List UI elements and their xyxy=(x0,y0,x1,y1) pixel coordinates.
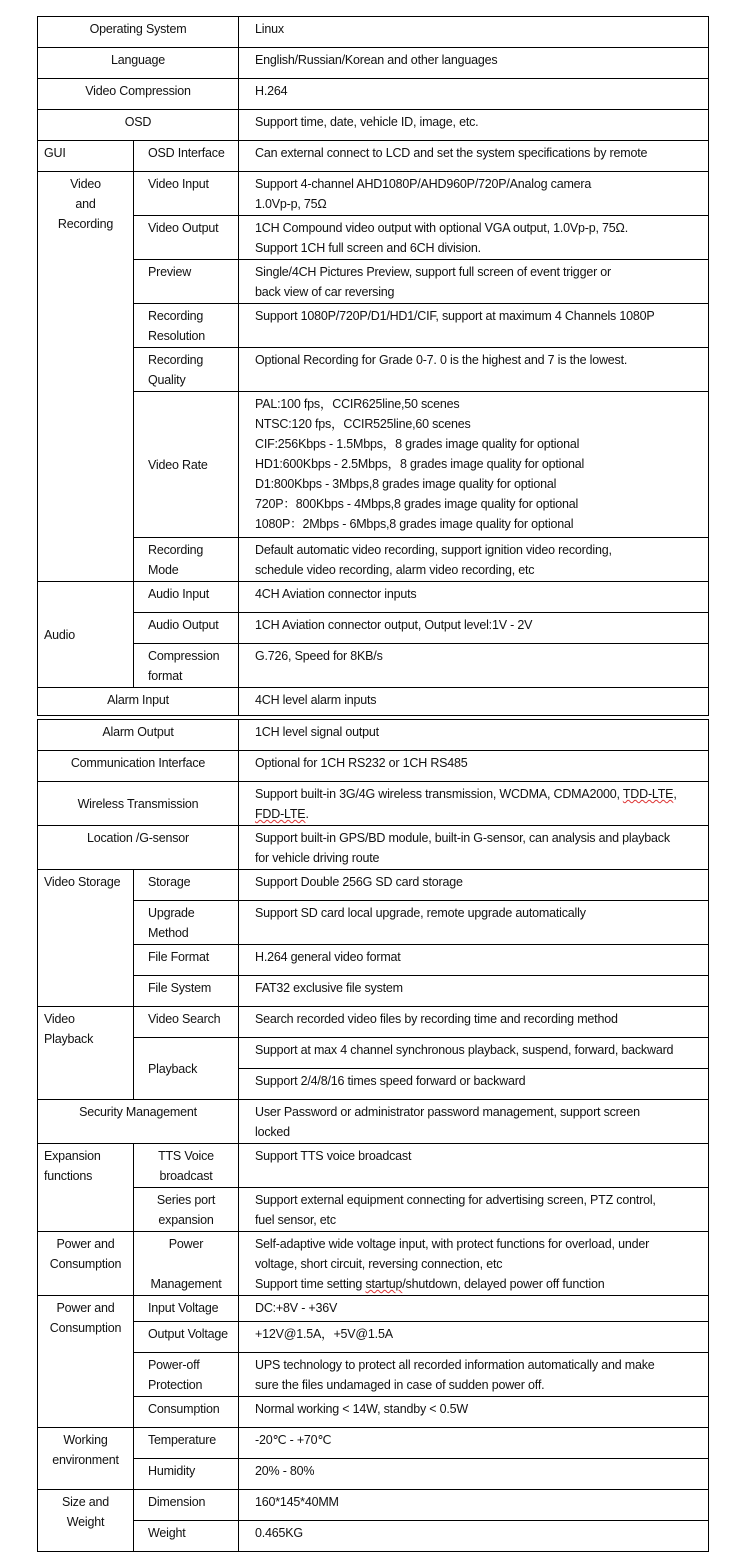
spec-sublabel xyxy=(134,1188,239,1232)
spec-sublabel xyxy=(134,1322,239,1353)
spellcheck-underline: TDD-LTE xyxy=(622,787,674,801)
table-row-temperature xyxy=(38,1428,709,1459)
spec-value xyxy=(239,1428,709,1459)
table-row-video-rate xyxy=(38,392,709,538)
specification-table xyxy=(37,16,709,1552)
spec-sublabel xyxy=(134,582,239,613)
label-line: File System xyxy=(148,981,212,995)
spec-value xyxy=(239,1188,709,1232)
spec-value xyxy=(239,1322,709,1353)
spec-sublabel xyxy=(134,644,239,688)
value-line: back view of car reversing xyxy=(255,285,395,299)
label-line: Compression xyxy=(148,649,220,663)
label-line: Video Storage xyxy=(44,875,121,889)
value-line: 1.0Vp-p, 75Ω xyxy=(255,197,327,211)
label-line: File Format xyxy=(148,950,210,964)
spec-value xyxy=(239,1459,709,1490)
label-line: broadcast xyxy=(159,1169,213,1183)
value-line: Support time, date, vehicle ID, image, etc. xyxy=(255,115,479,129)
table-row-video-input xyxy=(38,172,709,216)
value-line: Support 1CH full screen and 6CH division. xyxy=(255,241,481,255)
table-row-osd-interface xyxy=(38,141,709,172)
value-line: Support TTS voice broadcast xyxy=(255,1149,412,1163)
spec-value xyxy=(239,110,709,141)
spec-value xyxy=(239,1144,709,1188)
spellcheck-underline: startup xyxy=(365,1277,403,1291)
value-line: Support SD card local upgrade, remote upgrade automatically xyxy=(255,906,586,920)
table-row-playback xyxy=(38,1038,709,1069)
spec-group-video-playback xyxy=(38,1007,134,1100)
spec-group-size-and-weight xyxy=(38,1490,134,1552)
table-row-storage xyxy=(38,870,709,901)
value-line: Self-adaptive wide voltage input, with protect functions for overload, under xyxy=(255,1237,650,1251)
spec-value xyxy=(239,1232,709,1296)
value-line: -20℃ - +70℃ xyxy=(255,1433,332,1447)
label-line: Consumption xyxy=(49,1257,122,1271)
label-line: Output Voltage xyxy=(148,1327,228,1341)
value-line: Support 1080P/720P/D1/HD1/CIF, support at maximum 4 Channels 1080P xyxy=(255,309,655,323)
spec-sublabel xyxy=(134,1353,239,1397)
value-line: +12V@1.5A，+5V@1.5A xyxy=(255,1327,393,1341)
spec-value xyxy=(239,644,709,688)
value-line: G.726, Speed for 8KB/s xyxy=(255,649,383,663)
spec-value xyxy=(239,216,709,260)
value-line: Optional for 1CH RS232 or 1CH RS485 xyxy=(255,756,468,770)
label-line: Video Input xyxy=(148,177,209,191)
table-row-recording-quality xyxy=(38,348,709,392)
label-line xyxy=(138,1254,234,1274)
spec-sublabel xyxy=(134,1521,239,1552)
spec-sublabel xyxy=(134,870,239,901)
spec-value xyxy=(239,901,709,945)
spec-sublabel xyxy=(134,304,239,348)
value-line: Support time setting startup/shutdown, delayed power off function xyxy=(255,1277,605,1291)
value-line: DC:+8V - +36V xyxy=(255,1301,338,1315)
value-line: H.264 general video format xyxy=(255,950,401,964)
spec-sublabel xyxy=(134,348,239,392)
label-line: Temperature xyxy=(148,1433,216,1447)
value-line: Support built-in 3G/4G wireless transmission, WCDMA, CDMA2000, TDD-LTE, xyxy=(255,787,677,801)
table-row-video-compression xyxy=(38,79,709,110)
value-line: Linux xyxy=(255,22,284,36)
value-line: 0.465KG xyxy=(255,1526,303,1540)
label-line: Size and xyxy=(61,1495,110,1509)
value-line: PAL:100 fps，CCIR625line,50 scenes xyxy=(255,397,460,411)
spec-sublabel xyxy=(134,1459,239,1490)
spec-group-expansion-functions xyxy=(38,1144,134,1232)
table-row-alarm-input xyxy=(38,688,709,716)
spec-sublabel xyxy=(134,945,239,976)
label-line: Audio Input xyxy=(148,587,210,601)
spec-group-working-environment xyxy=(38,1428,134,1490)
value-line: sure the files undamaged in case of sudden power off. xyxy=(255,1378,545,1392)
table-row-weight xyxy=(38,1521,709,1552)
value-line: 1CH level signal output xyxy=(255,725,379,739)
table-row-preview xyxy=(38,260,709,304)
label-line: Expansion xyxy=(44,1149,101,1163)
value-line: 20% - 80% xyxy=(255,1464,315,1478)
value-line: 160*145*40MM xyxy=(255,1495,339,1509)
value-line: voltage, short circuit, reversing connection, etc xyxy=(255,1257,503,1271)
spec-label: Security Management xyxy=(38,1100,239,1144)
spec-value xyxy=(239,688,709,716)
value-line: UPS technology to protect all recorded information automatically and make xyxy=(255,1358,655,1372)
table-row-wireless-transmission xyxy=(38,782,709,826)
table-row-file-system xyxy=(38,976,709,1007)
table-row-video-search xyxy=(38,1007,709,1038)
label-line: Weight xyxy=(148,1526,186,1540)
spec-sublabel xyxy=(134,392,239,538)
spec-value xyxy=(239,79,709,110)
spec-label: OSD xyxy=(38,110,239,141)
label-line: Quality xyxy=(148,373,186,387)
label-line: Input Voltage xyxy=(148,1301,219,1315)
spec-label: Language xyxy=(38,48,239,79)
spec-value xyxy=(239,1007,709,1038)
spec-value xyxy=(239,870,709,901)
spec-sublabel xyxy=(134,141,239,172)
spec-value xyxy=(239,48,709,79)
label-line: Resolution xyxy=(148,329,206,343)
value-line: locked xyxy=(255,1125,290,1139)
spec-value xyxy=(239,348,709,392)
label-line: GUI xyxy=(44,146,66,160)
table-row-operating-system xyxy=(38,17,709,48)
spec-label: Alarm Output xyxy=(38,720,239,751)
table-row-language xyxy=(38,48,709,79)
spec-value xyxy=(239,1296,709,1322)
table-row-power-off-protection xyxy=(38,1353,709,1397)
table-row-video-output xyxy=(38,216,709,260)
label-line: Series port xyxy=(156,1193,216,1207)
label-line: TTS Voice xyxy=(158,1149,214,1163)
value-line: CIF:256Kbps - 1.5Mbps，8 grades image quality for optional xyxy=(255,437,580,451)
label-line: functions xyxy=(44,1169,93,1183)
value-line: 4CH Aviation connector inputs xyxy=(255,587,417,601)
label-line: Weight xyxy=(66,1515,105,1529)
specification-table-body xyxy=(38,17,709,1552)
value-line: Default automatic video recording, support ignition video recording, xyxy=(255,543,612,557)
spec-value xyxy=(239,1397,709,1428)
label-line: Management xyxy=(150,1277,222,1291)
label-line: expansion xyxy=(158,1213,214,1227)
value-line: Single/4CH Pictures Preview, support full screen of event trigger or xyxy=(255,265,612,279)
spec-sublabel xyxy=(134,1007,239,1038)
spec-value xyxy=(239,1353,709,1397)
value-line: English/Russian/Korean and other languages xyxy=(255,53,498,67)
value-line: 1080P：2Mbps - 6Mbps,8 grades image quality for optional xyxy=(255,517,574,531)
label-line: Mode xyxy=(148,563,179,577)
spec-sublabel xyxy=(134,1490,239,1521)
spec-value xyxy=(239,17,709,48)
table-row-recording-mode xyxy=(38,538,709,582)
label-line: Video Output xyxy=(148,221,219,235)
table-row-alarm-output xyxy=(38,720,709,751)
spec-value xyxy=(239,172,709,216)
spec-group-power-and-consumption xyxy=(38,1296,134,1428)
spec-value xyxy=(239,976,709,1007)
value-line: Support built-in GPS/BD module, built-in G-sensor, can analysis and playback xyxy=(255,831,670,845)
spec-sublabel xyxy=(134,1038,239,1100)
value-line: for vehicle driving route xyxy=(255,851,380,865)
value-line: D1:800Kbps - 3Mbps,8 grades image quality for optional xyxy=(255,477,557,491)
label-line: Consumption xyxy=(148,1402,220,1416)
label-line: Recording xyxy=(57,217,114,231)
spec-group-audio xyxy=(38,582,134,688)
label-line: Working xyxy=(63,1433,108,1447)
spec-value xyxy=(239,1521,709,1552)
value-line: Can external connect to LCD and set the system specifications by remote xyxy=(255,146,648,160)
value-line: NTSC:120 fps，CCIR525line,60 scenes xyxy=(255,417,471,431)
label-line: Power-off xyxy=(148,1358,200,1372)
table-row-compression-format xyxy=(38,644,709,688)
spec-sublabel xyxy=(134,1428,239,1459)
spec-sublabel xyxy=(134,1296,239,1322)
label-line: and xyxy=(75,197,96,211)
value-line: FDD-LTE. xyxy=(255,807,309,821)
value-line: Optional Recording for Grade 0-7. 0 is the highest and 7 is the lowest. xyxy=(255,353,628,367)
spec-label: Wireless Transmission xyxy=(38,782,239,826)
label-line: Playback xyxy=(44,1032,94,1046)
label-line: environment xyxy=(52,1453,119,1467)
spec-sublabel xyxy=(134,538,239,582)
value-line: Support at max 4 channel synchronous playback, suspend, forward, backward xyxy=(255,1043,674,1057)
label-line: Recording xyxy=(148,309,204,323)
table-row-input-voltage xyxy=(38,1296,709,1322)
spec-sublabel xyxy=(134,976,239,1007)
value-line: Search recorded video files by recording time and recording method xyxy=(255,1012,618,1026)
value-line: 4CH level alarm inputs xyxy=(255,693,377,707)
spec-label: Communication Interface xyxy=(38,751,239,782)
value-line: 720P：800Kbps - 4Mbps,8 grades image quality for optional xyxy=(255,497,579,511)
label-line: Video Search xyxy=(148,1012,221,1026)
spec-sublabel xyxy=(134,1144,239,1188)
spec-value xyxy=(239,260,709,304)
table-row-consumption xyxy=(38,1397,709,1428)
spec-value xyxy=(239,304,709,348)
table-row-osd xyxy=(38,110,709,141)
value-line: Support 4-channel AHD1080P/AHD960P/720P/Analog camera xyxy=(255,177,592,191)
value-line: H.264 xyxy=(255,84,288,98)
spec-value xyxy=(239,392,709,538)
label-line: Audio xyxy=(44,628,75,642)
label-line: Video xyxy=(70,177,101,191)
spec-value xyxy=(239,538,709,582)
spec-label: Video Compression xyxy=(38,79,239,110)
label-line: Power xyxy=(168,1237,204,1251)
value-line: Normal working < 14W, standby < 0.5W xyxy=(255,1402,469,1416)
label-line: Video xyxy=(44,1012,75,1026)
table-row-location-g-sensor xyxy=(38,826,709,870)
spec-value xyxy=(239,751,709,782)
spec-label: Location /G-sensor xyxy=(38,826,239,870)
spec-value xyxy=(239,945,709,976)
label-line: format xyxy=(148,669,183,683)
value-line: 1CH Compound video output with optional VGA output, 1.0Vp-p, 75Ω. xyxy=(255,221,628,235)
spec-sublabel xyxy=(134,216,239,260)
spec-label: Alarm Input xyxy=(38,688,239,716)
spec-value xyxy=(239,141,709,172)
table-row-audio-input xyxy=(38,582,709,613)
label-line: Method xyxy=(148,926,189,940)
spellcheck-underline: FDD-LTE xyxy=(255,807,306,821)
value-line: Support 2/4/8/16 times speed forward or backward xyxy=(255,1074,526,1088)
spec-group-video-storage xyxy=(38,870,134,1007)
label-line: Dimension xyxy=(148,1495,206,1509)
label-line: Power and xyxy=(56,1237,115,1251)
label-line: Upgrade xyxy=(148,906,195,920)
spec-value xyxy=(239,782,709,826)
table-row-series-port-expansion xyxy=(38,1188,709,1232)
table-row-dimension xyxy=(38,1490,709,1521)
table-row-power-management xyxy=(38,1232,709,1296)
spec-value xyxy=(239,1038,709,1069)
table-row-audio-output xyxy=(38,613,709,644)
spec-value xyxy=(239,826,709,870)
value-line: 1CH Aviation connector output, Output level:1V - 2V xyxy=(255,618,533,632)
value-line: HD1:600Kbps - 2.5Mbps，8 grades image quality for optional xyxy=(255,457,585,471)
label-line: Storage xyxy=(148,875,191,889)
spec-label: Operating System xyxy=(38,17,239,48)
spec-sublabel xyxy=(134,260,239,304)
spec-value xyxy=(239,1100,709,1144)
spec-value xyxy=(239,613,709,644)
table-row-security-management xyxy=(38,1100,709,1144)
value-line: FAT32 exclusive file system xyxy=(255,981,403,995)
label-line: Power and xyxy=(56,1301,115,1315)
spec-sublabel xyxy=(134,901,239,945)
label-line: Playback xyxy=(148,1062,198,1076)
value-line: User Password or administrator password management, support screen xyxy=(255,1105,640,1119)
label-line: Recording xyxy=(148,353,204,367)
label-line: Preview xyxy=(148,265,192,279)
table-row-humidity xyxy=(38,1459,709,1490)
table-row-upgrade-method xyxy=(38,901,709,945)
spec-sublabel xyxy=(134,1397,239,1428)
table-row-tts-voice-broadcast xyxy=(38,1144,709,1188)
spec-sublabel xyxy=(134,613,239,644)
spec-value xyxy=(239,1069,709,1100)
spec-sublabel xyxy=(134,172,239,216)
label-line: Protection xyxy=(148,1378,203,1392)
label-line: Audio Output xyxy=(148,618,219,632)
spec-value xyxy=(239,582,709,613)
value-line: schedule video recording, alarm video recording, etc xyxy=(255,563,535,577)
table-row-file-format xyxy=(38,945,709,976)
label-line: OSD Interface xyxy=(148,146,225,160)
label-line: Video Rate xyxy=(148,458,208,472)
spec-value xyxy=(239,720,709,751)
label-line: Recording xyxy=(148,543,204,557)
label-line: Consumption xyxy=(49,1321,122,1335)
table-row-recording-resolution xyxy=(38,304,709,348)
table-row-output-voltage xyxy=(38,1322,709,1353)
spec-group-power-and-consumption xyxy=(38,1232,134,1296)
spec-group-video-and-recording xyxy=(38,172,134,582)
value-line: Support Double 256G SD card storage xyxy=(255,875,463,889)
spec-value xyxy=(239,1490,709,1521)
table-row-communication-interface xyxy=(38,751,709,782)
value-line: fuel sensor, etc xyxy=(255,1213,336,1227)
spec-sublabel xyxy=(134,1232,239,1296)
spec-group-gui xyxy=(38,141,134,172)
value-line: Support external equipment connecting for advertising screen, PTZ control, xyxy=(255,1193,656,1207)
label-line: Humidity xyxy=(148,1464,196,1478)
